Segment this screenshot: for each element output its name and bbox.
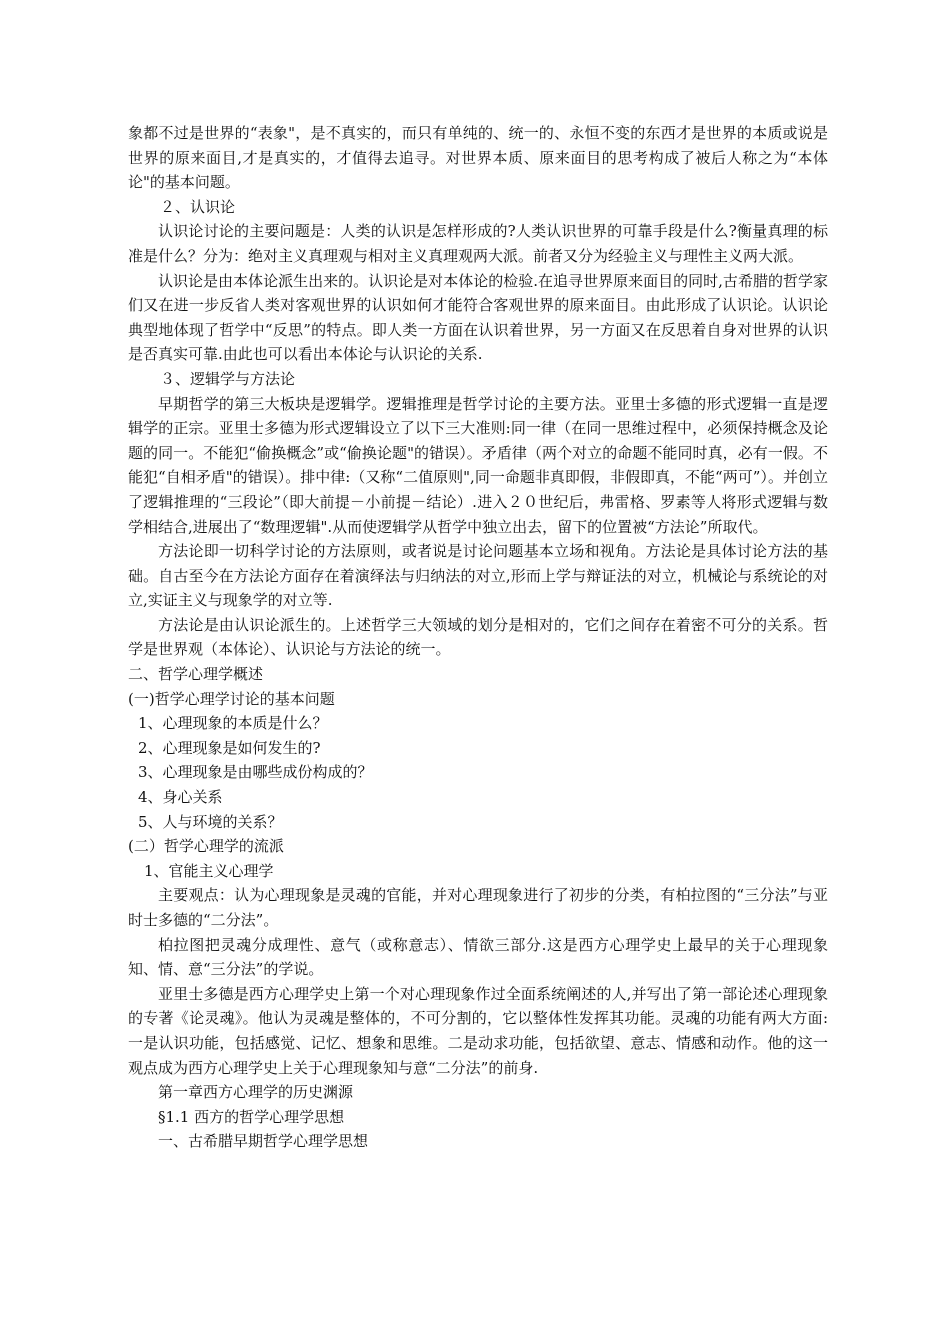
chapter-heading: 第一章西方心理学的历史渊源 [158,1083,354,1102]
paragraph-plato: 柏拉图把灵魂分成理性、意气（或称意志）、情欲三部分.这是西方心理学史上最早的关于心理现象知、情、意“三分法”的学说。 [128,935,828,979]
section-heading-ancient-greece: 一、古希腊早期哲学心理学思想 [158,1132,369,1151]
document-body [128,121,828,1154]
subheading-logic-methodology: ３、逻辑学与方法论 [160,369,296,388]
paragraph-methodology: 方法论即一切科学讨论的方法原则，或者说是讨论问题基本立场和视角。方法论是具体讨论方法的基础。自古至今在方法论方面存在着演绎法与归纳法的对立,形而上学与辩证法的对立，机械论与系统论的对立,实证主义与现象学的对立等. [128,542,828,610]
subheading-faculty-psychology: 1、官能主义心理学 [144,861,274,880]
paragraph-epistemology-questions: 认识论讨论的主要问题是：人类的认识是怎样形成的?人类认识世界的可靠手段是什么?衡量真理的标准是什么？分为：绝对主义真理观与相对主义真理观两大派。前者又分为经验主义与理性主义两大派。 [128,222,828,265]
paragraph-aristotle: 亚里士多德是西方心理学史上第一个对心理现象作过全面系统阐述的人,并写出了第一部论述心理现象的专著《论灵魂》。他认为灵魂是整体的，不可分割的，它以整体性发挥其功能。灵魂的功能有两大方面:一是认识功能，包括感觉、记忆、想象和思维。二是动求功能，包括欲望、意志、情感和动作。他的这一观点成为西方心理学史上关于心理现象知与意“二分法”的前身. [128,984,828,1077]
paragraph-methodology-origin: 方法论是由认识论派生的。上述哲学三大领域的划分是相对的，它们之间存在着密不可分的关系。哲学是世界观（本体论）、认识论与方法论的统一。 [128,615,828,659]
paragraph-main-views: 主要观点：认为心理现象是灵魂的官能，并对心理现象进行了初步的分类，有柏拉图的“三分法”与亚时士多德的“二分法”。 [128,886,828,929]
subsection-heading-schools: (二）哲学心理学的流派 [128,837,284,856]
section-heading-philosophical-psychology: 二、哲学心理学概述 [128,665,264,684]
list-item: 1、心理现象的本质是什么？ [138,714,328,733]
section-heading-western-philosophical-psychology: §1.1 西方的哲学心理学思想 [158,1107,345,1126]
list-item: 4、身心关系 [138,788,223,807]
subheading-epistemology: ２、认识论 [160,197,236,216]
list-item: 5、人与环境的关系？ [138,812,283,831]
paragraph-logic: 早期哲学的第三大板块是逻辑学。逻辑推理是哲学讨论的主要方法。亚里士多德的形式逻辑一直是逻辑学的正宗。亚里士多德为形式逻辑设立了以下三大准则:同一律（在同一思维过程中，必须保持概念及论题的同一。不能犯“偷换概念”或“偷换论题"的错误）。矛盾律（两个对立的命题不能同时真，必有一假。不能犯“自相矛盾"的错误）。排中律:（又称“二值原则",同一命题非真即假，非假即真，不能“两可”）。并创立了逻辑推理的“三段论”（即大前提－小前提－结论）.进入２０世纪后，弗雷格、罗素等人将形式逻辑与数学相结合,进展出了“数理逻辑".从而使逻辑学从哲学中独立出去，留下的位置被“方法论”所取代。 [128,394,828,536]
list-item: 3、心理现象是由哪些成份构成的？ [138,763,373,782]
paragraph-ontology-conclusion: 象都不过是世界的“表象"，是不真实的，而只有单纯的、统一的、永恒不变的东西才是世界的本质或说是世界的原来面目,才是真实的，才值得去追寻。对世界本质、原来面目的思考构成了被后人称之为“本体论"的基本问题。 [128,124,828,192]
subsection-heading-basic-questions: (一)哲学心理学讨论的基本问题 [128,689,335,708]
paragraph-epistemology-origin: 认识论是由本体论派生出来的。认识论是对本体论的检验.在追寻世界原来面目的同时,古希腊的哲学家们又在进一步反省人类对客观世界的认识如何才能符合客观世界的原来面目。由此形成了认识论。认识论典型地体现了哲学中“反思”的特点。即人类一方面在认识着世界，另一方面又在反思着自身对世界的认识是否真实可靠.由此也可以看出本体论与认识论的关系. [128,271,828,364]
list-item: 2、心理现象是如何发生的? [138,738,321,757]
